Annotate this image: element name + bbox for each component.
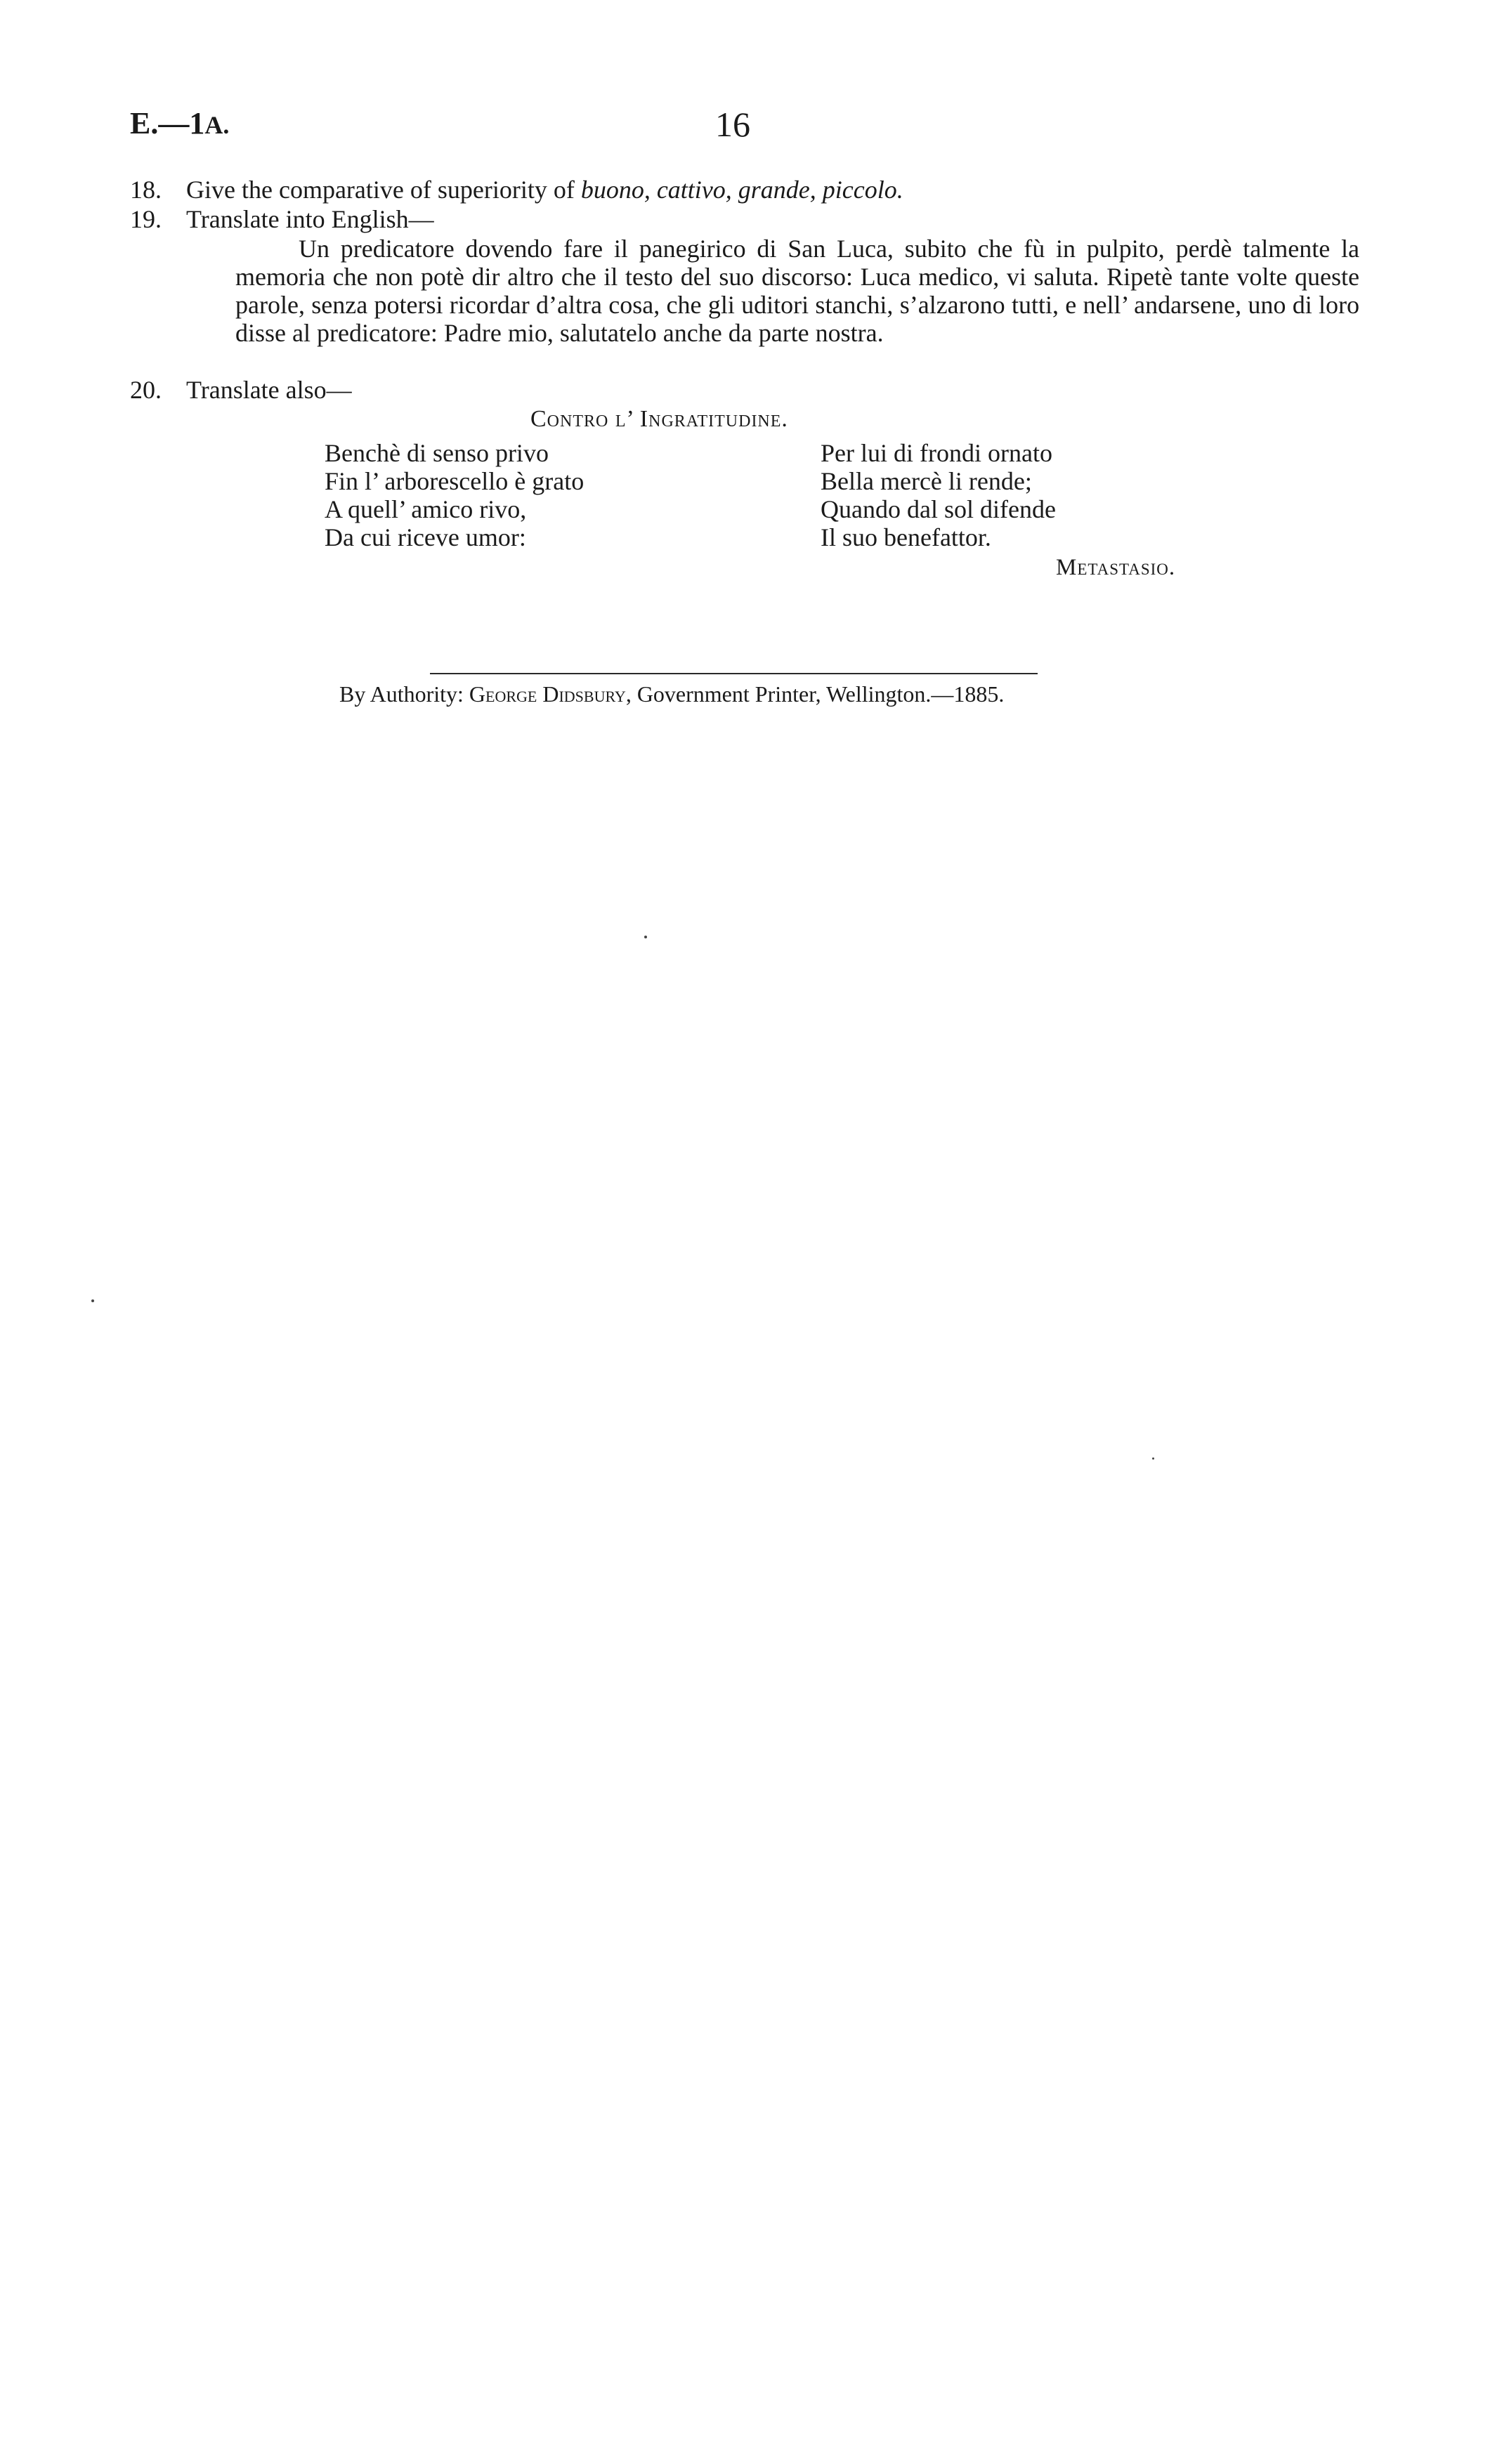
poem-line: Fin l’ arborescello è grato — [325, 467, 585, 495]
poem-author: Metastasio. — [1056, 555, 1176, 580]
ref-dash: — — [158, 106, 190, 140]
imprint-printer-name: George Didsbury — [469, 681, 626, 707]
ref-suffix: A. — [204, 111, 230, 139]
poem-line: Benchè di senso privo — [325, 439, 549, 467]
poem-line: Quando dal sol difende — [821, 495, 1056, 523]
poem-left-stanza — [325, 439, 584, 551]
question-italic-terms: buono, cattivo, grande, piccolo. — [580, 176, 903, 204]
question-number: 19. — [130, 205, 162, 233]
page-number: 16 — [715, 105, 750, 144]
question-19 — [130, 205, 1352, 233]
printer-imprint — [339, 681, 1004, 707]
imprint-prefix: By Authority: — [339, 681, 469, 707]
poem-title: Contro l’ Ingratitudine. — [530, 406, 788, 432]
ref-number: 1 — [189, 106, 205, 140]
question-number: 18. — [130, 176, 162, 204]
poem-line: A quell’ amico rivo, — [325, 495, 527, 523]
paper-speck — [1152, 1457, 1154, 1460]
question-18 — [130, 176, 1352, 204]
ref-prefix: E. — [130, 106, 159, 140]
poem-line: Bella mercè li rende; — [821, 467, 1032, 495]
paper-speck — [91, 1299, 94, 1302]
italian-passage: Un predicatore dovendo fare il panegirico di San Luca, subito che fù in pulpito, perdè talmente la memoria che non potè dir altro che il testo del suo discorso: Luca medico, vi saluta. Ripetè tante volte queste parole, senza potersi ricordar d’altra cosa, che gli uditori stanchi, s’alzarono tutti, e nell’ andarsene, uno di loro disse al predicatore: Padre mio, salutatelo anche da parte nostra. — [235, 235, 1359, 347]
poem-line: Il suo benefattor. — [821, 523, 991, 551]
divider-rule — [430, 673, 1038, 674]
poem-line: Per lui di frondi ornato — [821, 439, 1052, 467]
poem-line: Da cui riceve umor: — [325, 523, 526, 551]
question-number: 20. — [130, 376, 162, 404]
question-text: Give the comparative of superiority of — [186, 176, 581, 204]
imprint-suffix: , Government Printer, Wellington.—1885. — [625, 681, 1005, 707]
document-reference — [130, 105, 229, 141]
question-text: Translate into English— — [186, 205, 434, 233]
question-text: Translate also— — [186, 376, 352, 404]
question-20 — [130, 376, 1352, 404]
paper-speck — [644, 936, 647, 938]
poem-right-stanza — [821, 439, 1056, 551]
